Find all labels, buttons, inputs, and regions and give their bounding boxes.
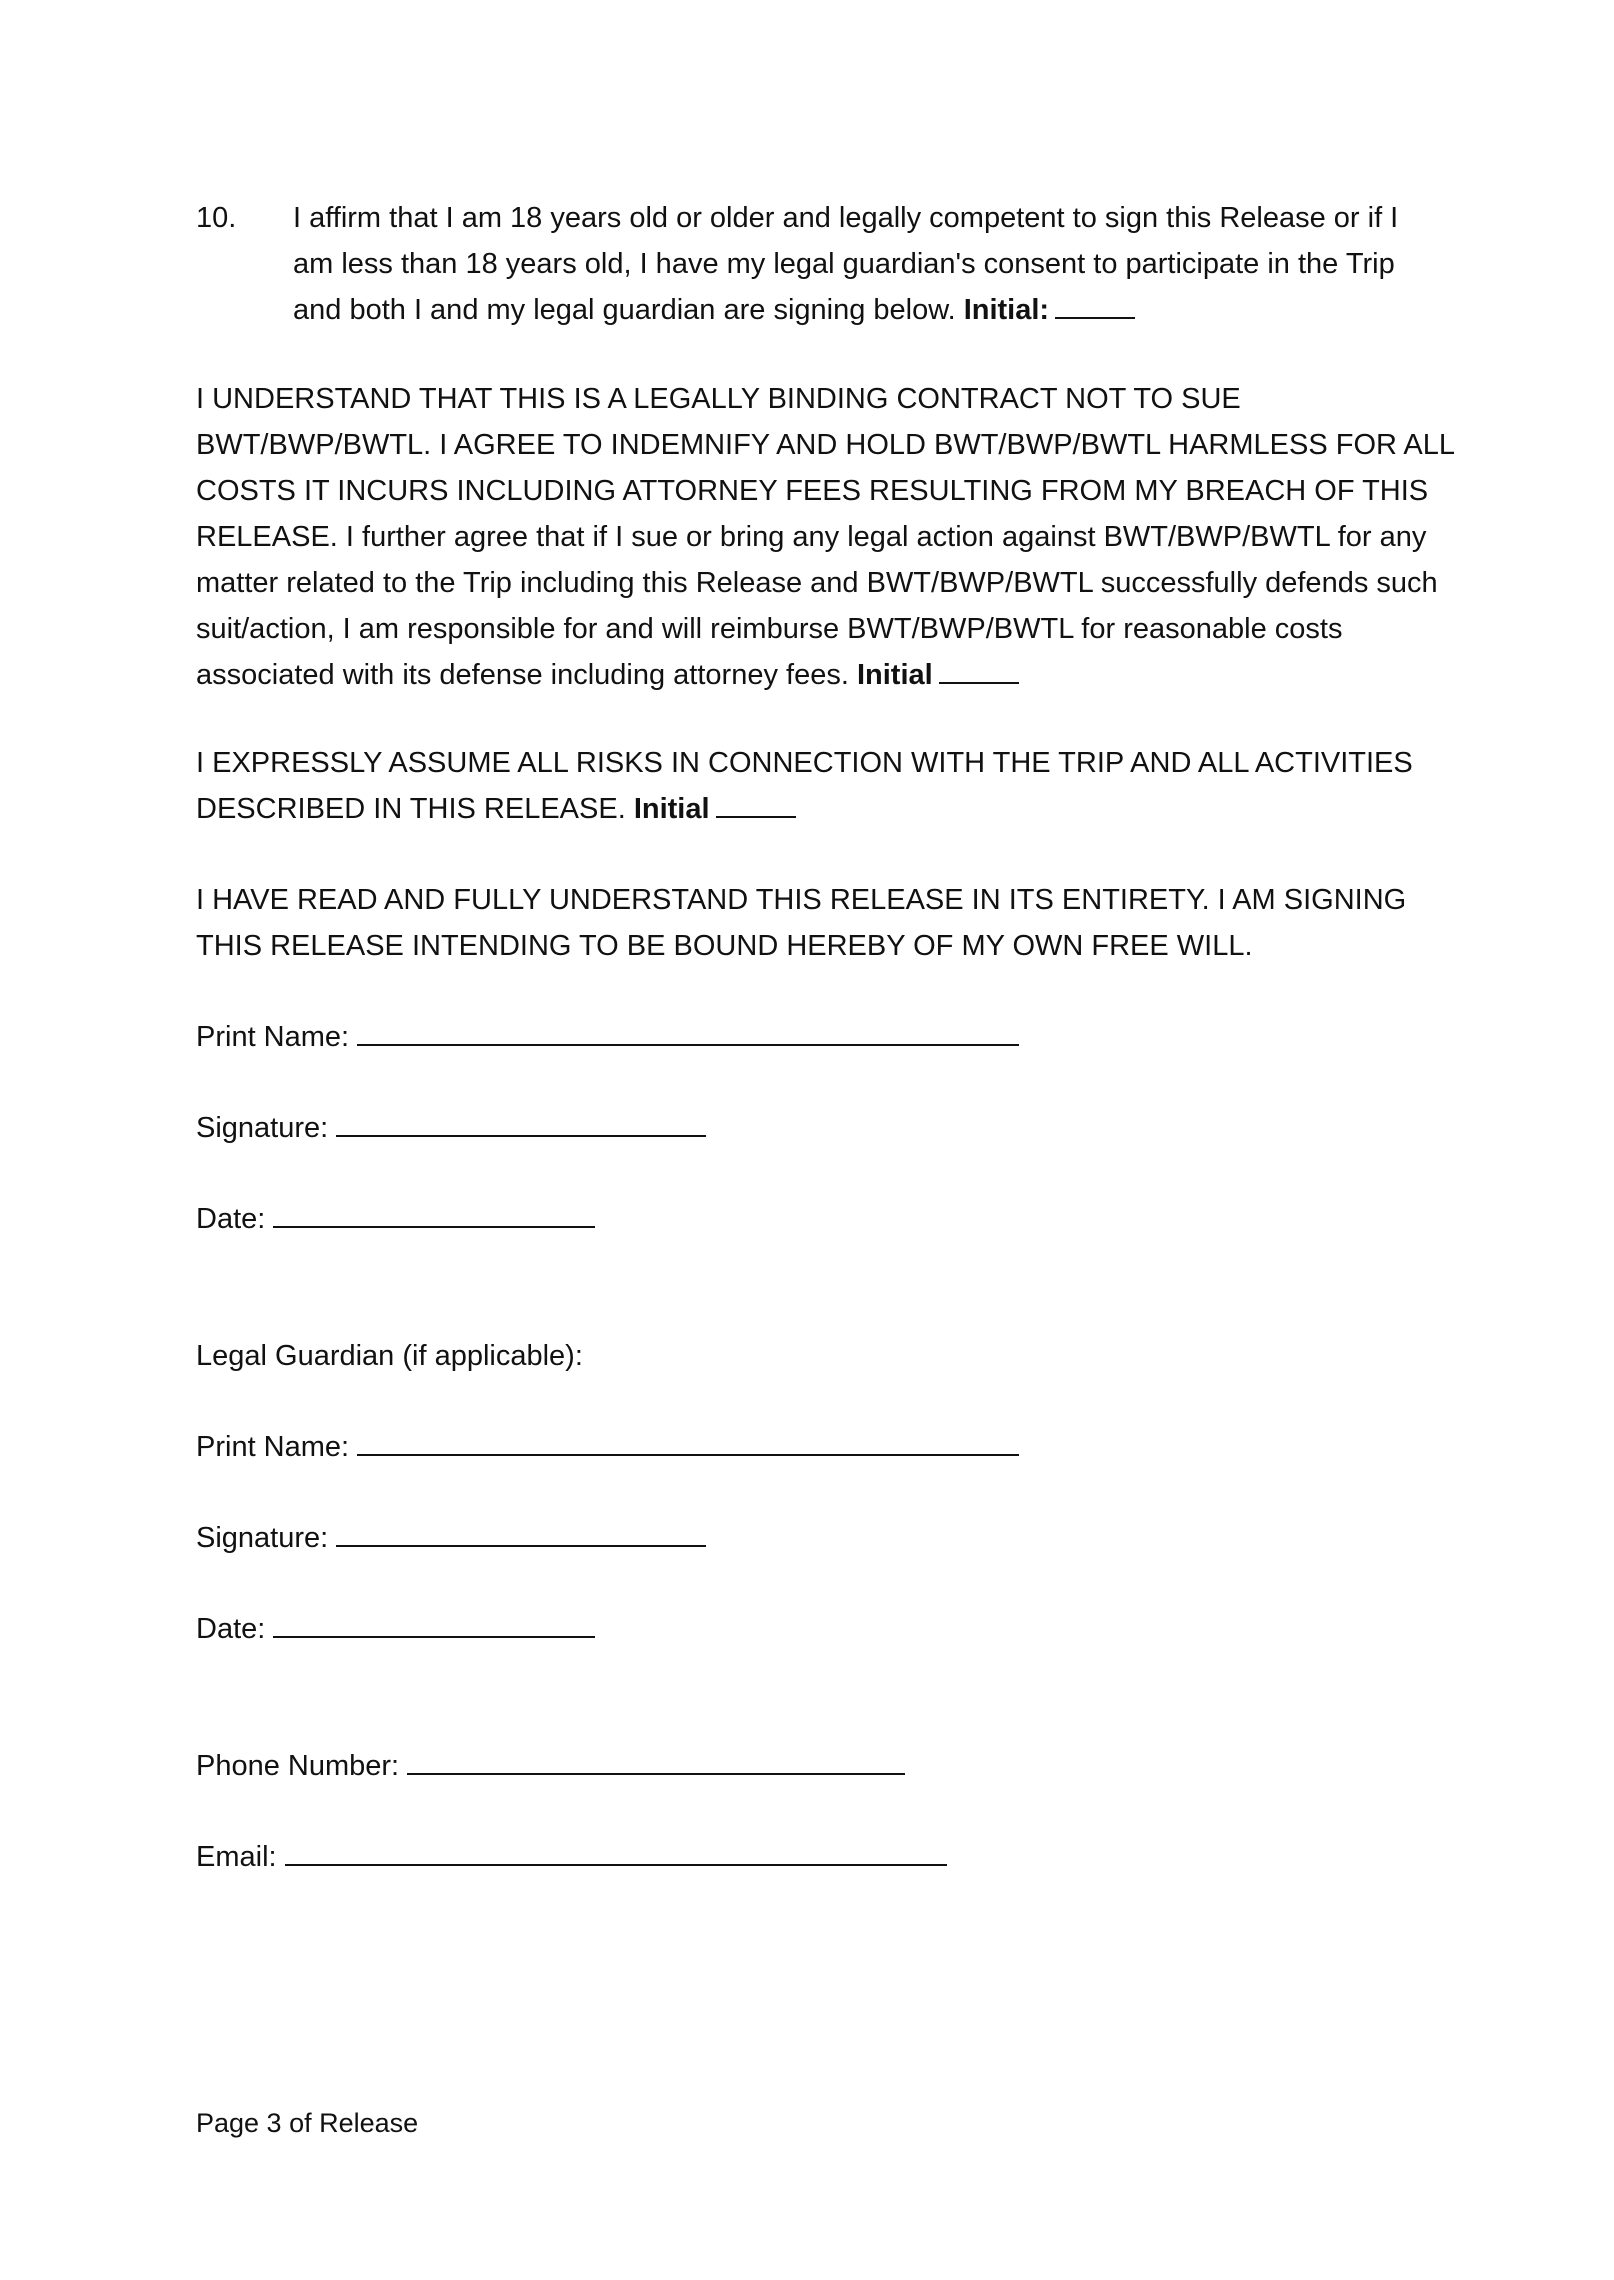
guardian-print-name-row xyxy=(196,1424,1019,1470)
guardian-signature-field[interactable] xyxy=(336,1519,706,1547)
risks-paragraph xyxy=(196,740,1476,832)
acknowledgement-paragraph xyxy=(196,877,1426,969)
signature-label: Signature: xyxy=(196,1522,329,1554)
risks-text: I EXPRESSLY ASSUME ALL RISKS IN CONNECTION WITH THE TRIP AND ALL ACTIVITIES DESCRIBED IN THIS RELEASE. xyxy=(196,747,1413,825)
phone-field[interactable] xyxy=(407,1747,905,1775)
guardian-date-field[interactable] xyxy=(273,1610,595,1638)
initial-blank[interactable] xyxy=(716,790,796,818)
guardian-print-name-field[interactable] xyxy=(357,1428,1019,1456)
date-field[interactable] xyxy=(273,1200,595,1228)
initial-label: Initial: xyxy=(963,294,1050,326)
initial-label: Initial xyxy=(633,793,710,825)
page-number-label: Page 3 of Release xyxy=(196,2108,419,2138)
participant-date-row xyxy=(196,1196,595,1242)
initial-blank[interactable] xyxy=(939,656,1019,684)
initial-blank[interactable] xyxy=(1055,291,1135,319)
clause-text: I affirm that I am 18 years old or older and legally competent to sign this Release or if I am less than 18 years old, I have my legal guardian's consent to participate in the Trip and both I and my legal guardian are signing below. xyxy=(293,202,1399,326)
email-field[interactable] xyxy=(285,1838,947,1866)
acknowledgement-text: I HAVE READ AND FULLY UNDERSTAND THIS RELEASE IN ITS ENTIRETY. I AM SIGNING THIS RELEASE INTENDING TO BE BOUND HEREBY OF MY OWN FREE WILL. xyxy=(196,884,1407,962)
participant-signature-row xyxy=(196,1105,706,1151)
email-row xyxy=(196,1834,947,1880)
contract-paragraph xyxy=(196,376,1476,698)
date-label: Date: xyxy=(196,1613,266,1645)
print-name-field[interactable] xyxy=(357,1018,1019,1046)
contract-text: I UNDERSTAND THAT THIS IS A LEGALLY BINDING CONTRACT NOT TO SUE BWT/BWP/BWTL. I AGREE TO INDEMNIFY AND HOLD BWT/BWP/BWTL HARMLESS FOR ALL COSTS IT INCURS INCLUDING ATTORNEY FEES RESULTING FROM MY BREACH OF THIS RELEASE. I further agree that if I sue or bring any legal action against BWT/BWP/BWTL for any matter related to the Trip including this Release and BWT/BWP/BWTL successfully defends such suit/action, I am responsible for and will reimburse BWT/BWP/BWTL for reasonable costs associated with its defense including attorney fees. xyxy=(196,383,1454,691)
page-footer xyxy=(196,2103,418,2143)
phone-label: Phone Number: xyxy=(196,1750,400,1782)
guardian-heading-text: Legal Guardian (if applicable): xyxy=(196,1340,583,1372)
phone-row xyxy=(196,1743,905,1789)
print-name-label: Print Name: xyxy=(196,1021,350,1053)
email-label: Email: xyxy=(196,1841,277,1873)
clause-number: 10. xyxy=(196,202,237,234)
guardian-heading xyxy=(196,1333,583,1379)
clause-body xyxy=(293,195,1443,333)
guardian-signature-row xyxy=(196,1515,706,1561)
signature-label: Signature: xyxy=(196,1112,329,1144)
guardian-date-row xyxy=(196,1606,595,1652)
participant-print-name-row xyxy=(196,1014,1019,1060)
date-label: Date: xyxy=(196,1203,266,1235)
initial-label: Initial xyxy=(856,659,933,691)
print-name-label: Print Name: xyxy=(196,1431,350,1463)
signature-field[interactable] xyxy=(336,1109,706,1137)
